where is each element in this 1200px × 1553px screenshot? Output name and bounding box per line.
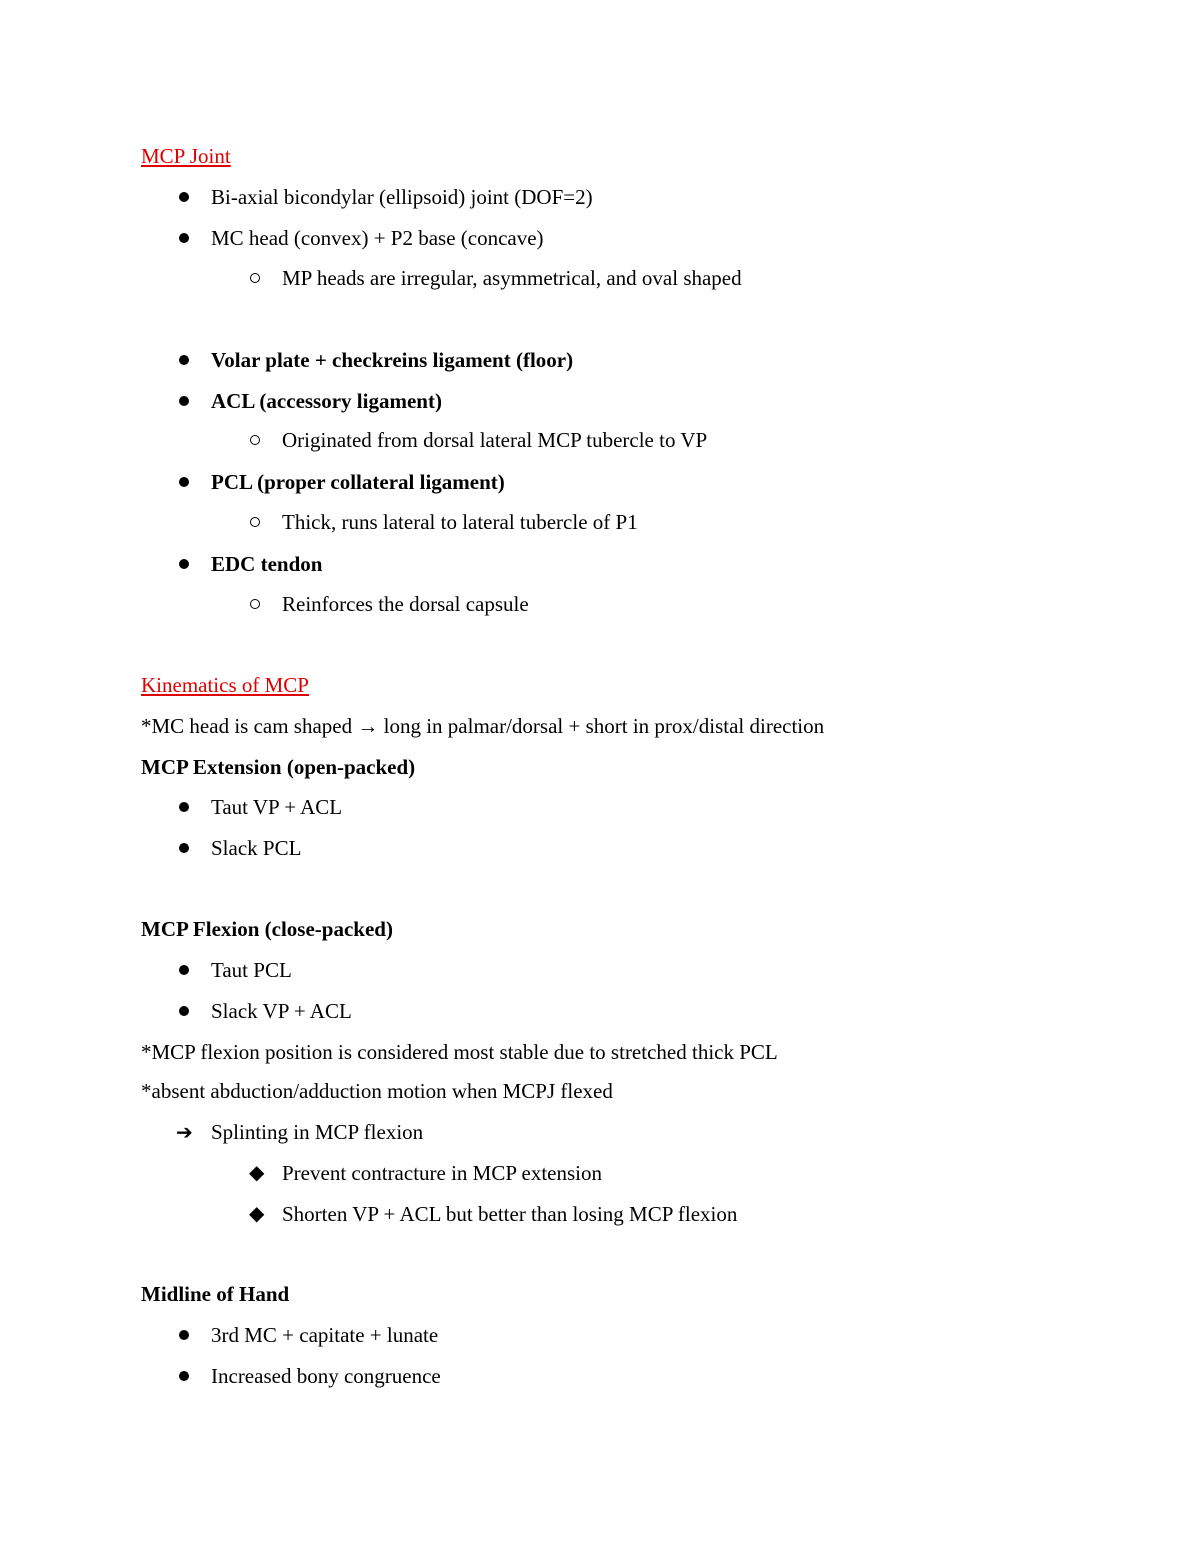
section-heading-kinematics: Kinematics of MCP (141, 673, 309, 697)
bullet-disc-icon (179, 843, 189, 853)
bullet-disc-icon (179, 233, 189, 243)
bullet-disc-icon (179, 1371, 189, 1381)
bullet-circle-icon (250, 517, 260, 527)
subsection-title-flexion: MCP Flexion (close-packed) (141, 917, 393, 941)
sub-list-item: Shorten VP + ACL but better than losing MCP flexion (282, 1202, 738, 1226)
list-item: MC head (convex) + P2 base (concave) (211, 226, 544, 250)
list-item: Increased bony congruence (211, 1364, 441, 1388)
bullet-circle-icon (250, 435, 260, 445)
sub-list-item: MP heads are irregular, asymmetrical, and oval shaped (282, 266, 742, 290)
list-item: Taut PCL (211, 958, 292, 982)
arrow-right-icon: ➔ (176, 1120, 193, 1144)
note-text: *MC head is cam shaped → long in palmar/dorsal + short in prox/distal direction (141, 714, 825, 738)
list-item: Slack PCL (211, 836, 302, 860)
sub-list-item: Originated from dorsal lateral MCP tubercle to VP (282, 428, 708, 452)
list-item: EDC tendon (211, 552, 323, 576)
subsection-title-extension: MCP Extension (open-packed) (141, 755, 416, 779)
list-item: Splinting in MCP flexion (211, 1120, 424, 1144)
bullet-disc-icon (179, 355, 189, 365)
list-item: PCL (proper collateral ligament) (211, 470, 505, 494)
list-item: Slack VP + ACL (211, 999, 352, 1023)
bullet-disc-icon (179, 802, 189, 812)
bullet-disc-icon (179, 965, 189, 975)
sub-list-item: Reinforces the dorsal capsule (282, 592, 529, 616)
note-text: *absent abduction/adduction motion when MCPJ flexed (141, 1079, 613, 1103)
sub-list-item: Thick, runs lateral to lateral tubercle of P1 (282, 510, 638, 534)
bullet-circle-icon (250, 273, 260, 283)
subsection-title-midline: Midline of Hand (141, 1282, 290, 1306)
diamond-bullet-icon: ◆ (249, 1201, 265, 1225)
bullet-disc-icon (179, 192, 189, 202)
section-heading-mcp-joint: MCP Joint (141, 144, 231, 168)
list-item: 3rd MC + capitate + lunate (211, 1323, 439, 1347)
bullet-disc-icon (179, 477, 189, 487)
sub-list-item: Prevent contracture in MCP extension (282, 1161, 602, 1185)
list-item: ACL (accessory ligament) (211, 389, 442, 413)
bullet-disc-icon (179, 559, 189, 569)
list-item: Volar plate + checkreins ligament (floor) (211, 348, 574, 372)
note-text: *MCP flexion position is considered most stable due to stretched thick PCL (141, 1040, 778, 1064)
bullet-disc-icon (179, 1006, 189, 1016)
bullet-disc-icon (179, 396, 189, 406)
bullet-disc-icon (179, 1330, 189, 1340)
bullet-circle-icon (250, 599, 260, 609)
diamond-bullet-icon: ◆ (249, 1160, 265, 1184)
list-item: Bi-axial bicondylar (ellipsoid) joint (DOF=2) (211, 185, 593, 209)
list-item: Taut VP + ACL (211, 795, 343, 819)
